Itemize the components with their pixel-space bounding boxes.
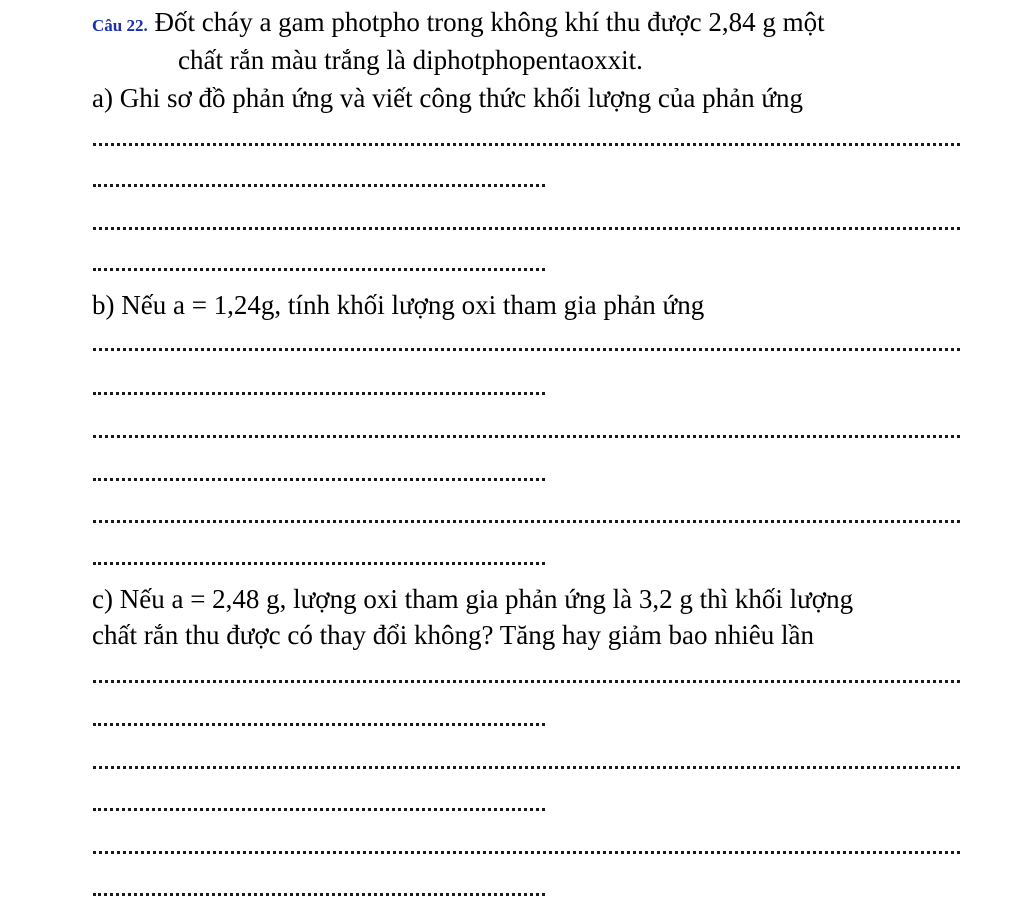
answer-line[interactable]	[93, 478, 545, 481]
answer-line[interactable]	[93, 227, 960, 230]
part-a-prompt: a) Ghi sơ đồ phản ứng và viết công thức khối lượng của phản ứng	[92, 83, 803, 113]
answer-line[interactable]	[93, 143, 960, 146]
answer-line[interactable]	[93, 520, 960, 523]
answer-line[interactable]	[93, 893, 545, 896]
part-b-prompt: b) Nếu a = 1,24g, tính khối lượng oxi tham gia phản ứng	[92, 290, 705, 320]
part-c-prompt-line1: c) Nếu a = 2,48 g, lượng oxi tham gia phản ứng là 3,2 g thì khối lượng	[92, 584, 854, 614]
answer-line[interactable]	[93, 808, 545, 811]
answer-line[interactable]	[93, 184, 545, 187]
answer-line[interactable]	[93, 348, 960, 351]
answer-line[interactable]	[93, 392, 545, 395]
answer-line[interactable]	[93, 268, 545, 271]
question-stem-text: Đốt cháy a gam photpho trong không khí thu được 2,84 g một	[154, 7, 825, 37]
answer-line[interactable]	[93, 680, 960, 683]
part-c-prompt-line2: chất rắn thu được có thay đổi không? Tăng hay giảm bao nhiêu lần	[92, 620, 814, 650]
answer-line[interactable]	[93, 723, 545, 726]
answer-line[interactable]	[93, 562, 545, 565]
question-stem-line2: chất rắn màu trắng là diphotphopentaoxxit.	[178, 45, 643, 75]
question-stem-line1	[92, 6, 825, 42]
answer-line[interactable]	[93, 435, 960, 438]
question-number: Câu 22.	[92, 16, 148, 35]
answer-line[interactable]	[93, 766, 960, 769]
answer-line[interactable]	[93, 851, 960, 854]
